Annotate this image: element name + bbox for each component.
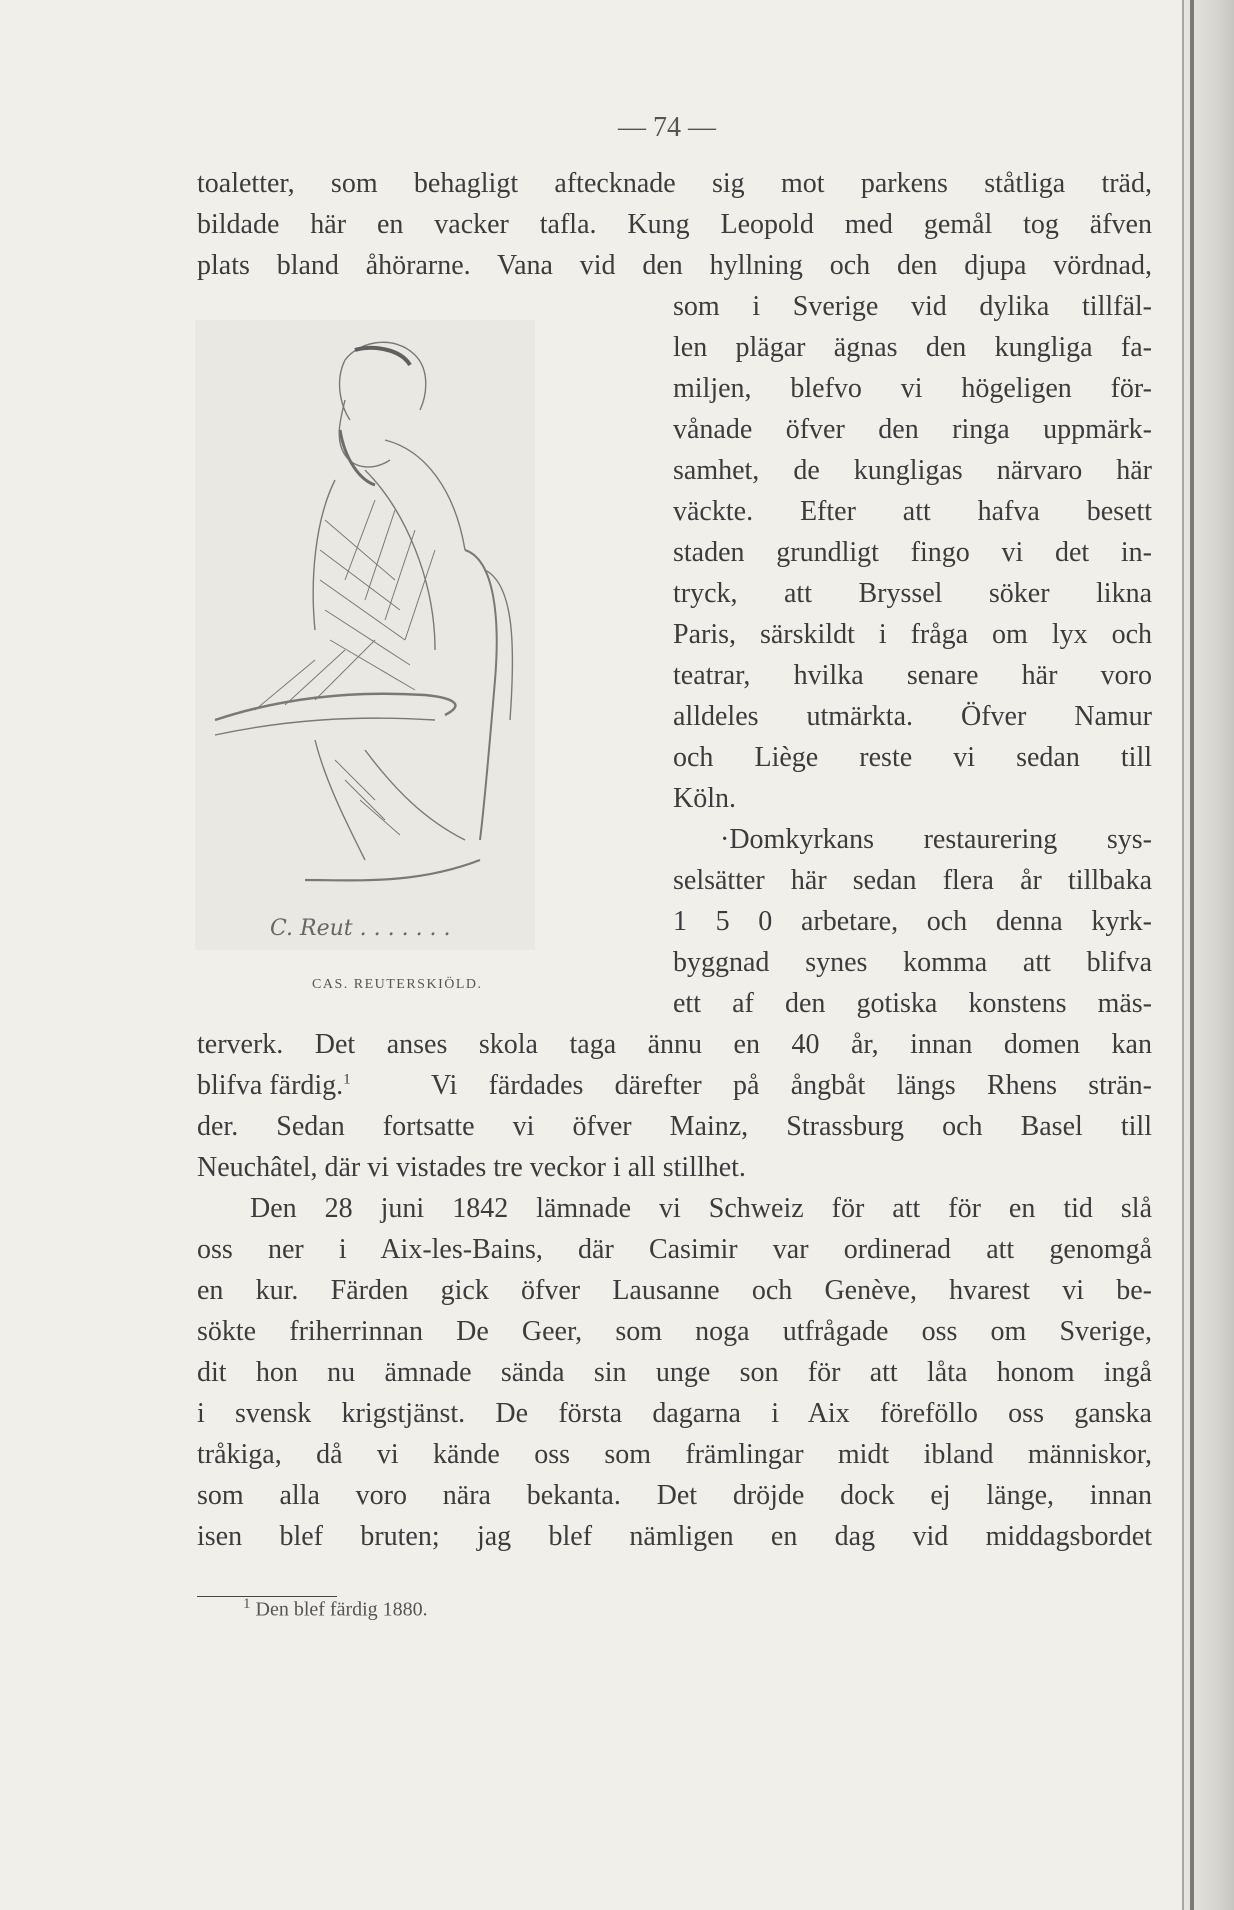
text-line-27: oss ner i Aix-les-Bains, där Casimir var ordinerad att genomgå xyxy=(197,1234,1152,1265)
text-line-29: sökte friherrinnan De Geer, som noga utfrågade oss om Sverige, xyxy=(197,1316,1152,1347)
text-line-28: en kur. Färden gick öfver Lausanne och Genève, hvarest vi be- xyxy=(197,1275,1152,1306)
text-line-22: terverk. Det anses skola taga ännu en 40 år, innan domen kan xyxy=(197,1029,1152,1060)
text-line-26: Den 28 juni 1842 lämnade vi Schweiz för att för en tid slå xyxy=(250,1193,1152,1224)
footnote-text: Den blef färdig 1880. xyxy=(255,1598,428,1621)
footnote-ref: 1 xyxy=(343,1071,351,1088)
text-line-1: toaletter, som behagligt aftecknade sig mot parkens ståtliga träd, xyxy=(197,168,1152,199)
text-line-16: Köln. xyxy=(673,783,736,814)
text-line-20: byggnad synes komma att blifva xyxy=(673,947,1152,978)
text-line-33: som alla voro nära bekanta. Det dröjde dock ej länge, innan xyxy=(197,1480,1152,1511)
text-line-9: väckte. Efter att hafva besett xyxy=(673,496,1152,527)
text-line-23-start: blifva färdig. xyxy=(197,1070,344,1101)
svg-text:C. Reut . . . . . . .: C. Reut . . . . . . . xyxy=(270,916,451,941)
text-line-30: dit hon nu ämnade sända sin unge son för att låta honom ingå xyxy=(197,1357,1152,1388)
text-line-19: 1 5 0 arbetare, och denna kyrk- xyxy=(673,906,1152,937)
text-line-34: isen blef bruten; jag blef nämligen en dag vid middagsbordet xyxy=(197,1521,1152,1552)
text-line-13: teatrar, hvilka senare här voro xyxy=(673,660,1152,691)
text-line-21: ett af den gotiska konstens mäs- xyxy=(673,988,1152,1019)
text-line-15: och Liège reste vi sedan till xyxy=(673,742,1152,773)
portrait-caption: CAS. REUTERSKIÖLD. xyxy=(312,977,483,992)
page-number: — 74 — xyxy=(618,112,716,143)
text-line-17: ·Domkyrkans restaurering sys- xyxy=(720,824,1152,855)
binding-line xyxy=(1190,0,1194,1910)
portrait-sketch xyxy=(195,320,650,950)
text-line-10: staden grundligt fingo vi det in- xyxy=(673,537,1152,568)
text-line-14: alldeles utmärkta. Öfver Namur xyxy=(673,701,1152,732)
text-line-8: samhet, de kungligas närvaro här xyxy=(673,455,1152,486)
footnote xyxy=(243,1596,428,1622)
text-line-6: miljen, blefvo vi högeligen för- xyxy=(673,373,1152,404)
binding-shadow xyxy=(1182,0,1184,1910)
footnote-mark: 1 xyxy=(243,1596,251,1612)
text-line-25: Neuchâtel, där vi vistades tre veckor i all stillhet. xyxy=(197,1152,746,1183)
text-line-18: selsätter här sedan flera år tillbaka xyxy=(673,865,1152,896)
text-line-12: Paris, särskildt i fråga om lyx och xyxy=(673,619,1152,650)
text-line-24: der. Sedan fortsatte vi öfver Mainz, Strassburg och Basel till xyxy=(197,1111,1152,1142)
text-line-7: vånade öfver den ringa uppmärk- xyxy=(673,414,1152,445)
text-line-3: plats bland åhörarne. Vana vid den hyllning och den djupa vördnad, xyxy=(197,250,1152,281)
text-line-31: i svensk krigstjänst. De första dagarna i Aix föreföllo oss ganska xyxy=(197,1398,1152,1429)
text-line-23-end: Vi färdades därefter på ångbåt längs Rhens strän- xyxy=(431,1070,1152,1101)
text-line-23 xyxy=(197,1070,351,1102)
text-line-11: tryck, att Bryssel söker likna xyxy=(673,578,1152,609)
text-line-2: bildade här en vacker tafla. Kung Leopold med gemål tog äfven xyxy=(197,209,1152,240)
text-line-5: len plägar ägnas den kungliga fa- xyxy=(673,332,1152,363)
text-line-32: tråkiga, då vi kände oss som främlingar midt ibland människor, xyxy=(197,1439,1152,1470)
text-line-4: som i Sverige vid dylika tillfäl- xyxy=(673,291,1152,322)
